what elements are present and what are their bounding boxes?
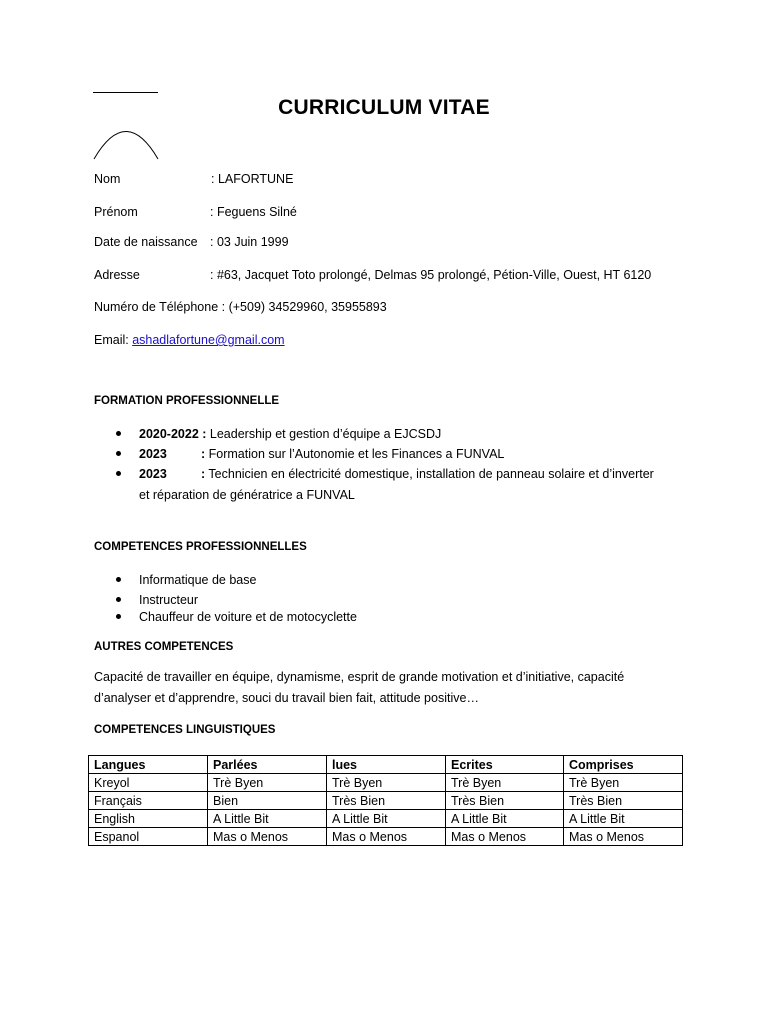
address-label: Adresse [94,268,140,282]
formation-year: 2023 [139,467,167,481]
email-link[interactable]: ashadlafortune@gmail.com [132,333,285,347]
table-cell: A Little Bit [327,810,446,828]
languages-table [88,755,683,846]
formation-heading: FORMATION PROFESSIONNELLE [94,395,280,407]
formation-colon-group [201,467,654,481]
formation-text: Technicien en électricité domestique, installation de panneau solaire et d’inverter [205,467,654,481]
prenom-value: : Feguens Silné [210,205,297,219]
dob-label: Date de naissance [94,235,198,249]
bullet-icon [116,431,121,436]
table-row [89,774,683,792]
autres-paragraph: Capacité de travailler en équipe, dynamisme, esprit de grande motivation et d’initiative, capacité d’analyser et d’apprendre, souci du travail bien fait, attitude positive… [94,670,625,705]
table-cell: Très Bien [327,792,446,810]
address-value: : #63, Jacquet Toto prolongé, Delmas 95 prolongé, Pétion-Ville, Ouest, HT 6120 [210,268,652,282]
table-cell: Bien [208,792,327,810]
autres-heading: AUTRES COMPETENCES [94,641,234,653]
column-header: Parlées [208,756,327,774]
column-header: Comprises [564,756,683,774]
page-title: CURRICULUM VITAE [278,96,490,119]
nom-value: : LAFORTUNE [211,172,294,186]
prenom-row [94,205,297,219]
competence-item: Instructeur [139,593,199,607]
table-row [89,828,683,846]
table-cell: Très Bien [564,792,683,810]
formation-text: Formation sur l’Autonomie et les Finances a FUNVAL [205,447,505,461]
column-header: Ecrites [446,756,564,774]
table-row [89,810,683,828]
table-row [89,792,683,810]
table-cell: Mas o Menos [208,828,327,846]
competence-item: Chauffeur de voiture et de motocyclette [139,610,357,624]
email-row [94,333,285,347]
formation-colon: : [201,467,206,481]
table-cell: Trè Byen [564,774,683,792]
table-cell: Trè Byen [327,774,446,792]
table-cell: Très Bien [446,792,564,810]
table-cell: Trè Byen [208,774,327,792]
decorative-line [93,92,158,93]
linguistiques-heading: COMPETENCES LINGUISTIQUES [94,724,276,736]
formation-item-continuation: et réparation de génératrice a FUNVAL [139,488,355,502]
formation-colon-group [201,447,504,461]
formation-item [139,467,654,481]
phone-row: Numéro de Téléphone : (+509) 34529960, 35955893 [94,300,387,314]
nom-label: Nom [94,172,121,186]
table-cell: Espanol [89,828,208,846]
bullet-icon [116,597,121,602]
address-row [94,268,652,282]
formation-item [139,427,441,441]
email-label: Email: [94,333,133,347]
table-header-row [89,756,683,774]
table-cell: Trè Byen [446,774,564,792]
table-cell: Mas o Menos [327,828,446,846]
column-header: lues [327,756,446,774]
dob-row [94,235,289,249]
table-cell: English [89,810,208,828]
prenom-label: Prénom [94,205,138,219]
decorative-arc [92,122,160,162]
table-cell: Mas o Menos [446,828,564,846]
table-cell: Kreyol [89,774,208,792]
formation-colon: : [201,447,206,461]
formation-year: 2020-2022 : [139,427,207,441]
formation-item [139,447,505,461]
table-cell: A Little Bit [564,810,683,828]
table-cell: Français [89,792,208,810]
table-cell: Mas o Menos [564,828,683,846]
formation-year: 2023 [139,447,167,461]
competence-item: Informatique de base [139,573,257,587]
bullet-icon [116,471,121,476]
bullet-icon [116,614,121,619]
table-cell: A Little Bit [208,810,327,828]
column-header: Langues [89,756,208,774]
bullet-icon [116,451,121,456]
nom-row [94,172,294,186]
bullet-icon [116,577,121,582]
competences-heading: COMPETENCES PROFESSIONNELLES [94,541,307,553]
table-cell: A Little Bit [446,810,564,828]
dob-value: : 03 Juin 1999 [210,235,289,249]
formation-text: Leadership et gestion d’équipe a EJCSDJ [206,427,442,441]
